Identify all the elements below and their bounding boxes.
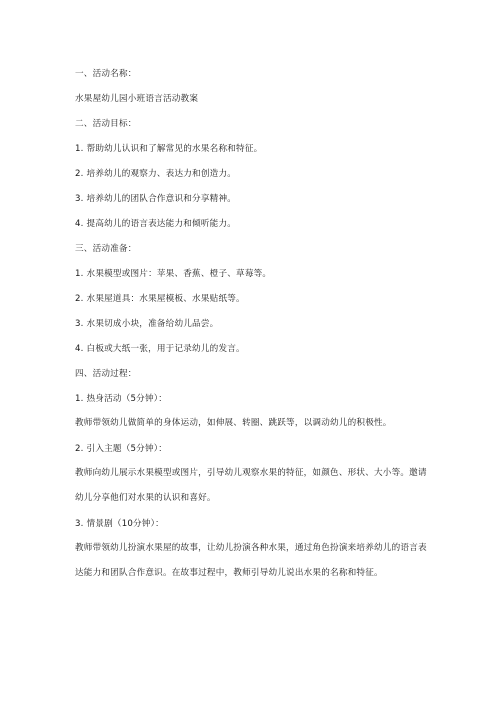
section-heading-activity-name: 一、活动名称： (75, 69, 137, 79)
goal-item: 3. 培养幼儿的团队合作意识和分享精神。 (75, 194, 237, 204)
step-1-title: 1. 热身活动（5分钟）： (75, 394, 168, 404)
step-3-title: 3. 情景剧（10分钟）： (75, 519, 164, 529)
step-1-text: 教师带领幼儿做简单的身体运动，如伸展、转圈、跳跃等，以调动幼儿的积极性。 (75, 418, 392, 428)
goal-item: 1. 帮助幼儿认识和了解常见的水果名称和特征。 (75, 144, 263, 154)
prep-item: 1. 水果模型或图片：苹果、香蕉、橙子、草莓等。 (75, 269, 272, 279)
step-2-text: 教师向幼儿展示水果模型或图片，引导幼儿观察水果的特征，如颜色、形状、大小等。邀请幼儿分享他们对水果的认识和喜好。 (75, 468, 427, 503)
prep-item: 2. 水果屋道具：水果屋模板、水果贴纸等。 (75, 294, 245, 304)
prep-item: 3. 水果切成小块，准备给幼儿品尝。 (75, 319, 219, 329)
goal-item: 2. 培养幼儿的观察力、表达力和创造力。 (75, 169, 237, 179)
section-heading-preparation: 三、活动准备： (75, 244, 137, 254)
section-heading-goals: 二、活动目标： (75, 119, 137, 129)
goal-item: 4. 提高幼儿的语言表达能力和倾听能力。 (75, 219, 237, 229)
step-2-title: 2. 引入主题（5分钟）： (75, 444, 168, 454)
prep-item: 4. 白板或大纸一张，用于记录幼儿的发言。 (75, 344, 245, 354)
activity-name-text: 水果屋幼儿园小班语言活动教案 (75, 94, 199, 104)
section-heading-process: 四、活动过程： (75, 369, 137, 379)
step-3-text: 教师带领幼儿扮演水果屋的故事，让幼儿扮演各种水果，通过角色扮演来培养幼儿的语言表达能力和团队合作意识。在故事过程中，教师引导幼儿说出水果的名称和特征。 (75, 543, 427, 578)
